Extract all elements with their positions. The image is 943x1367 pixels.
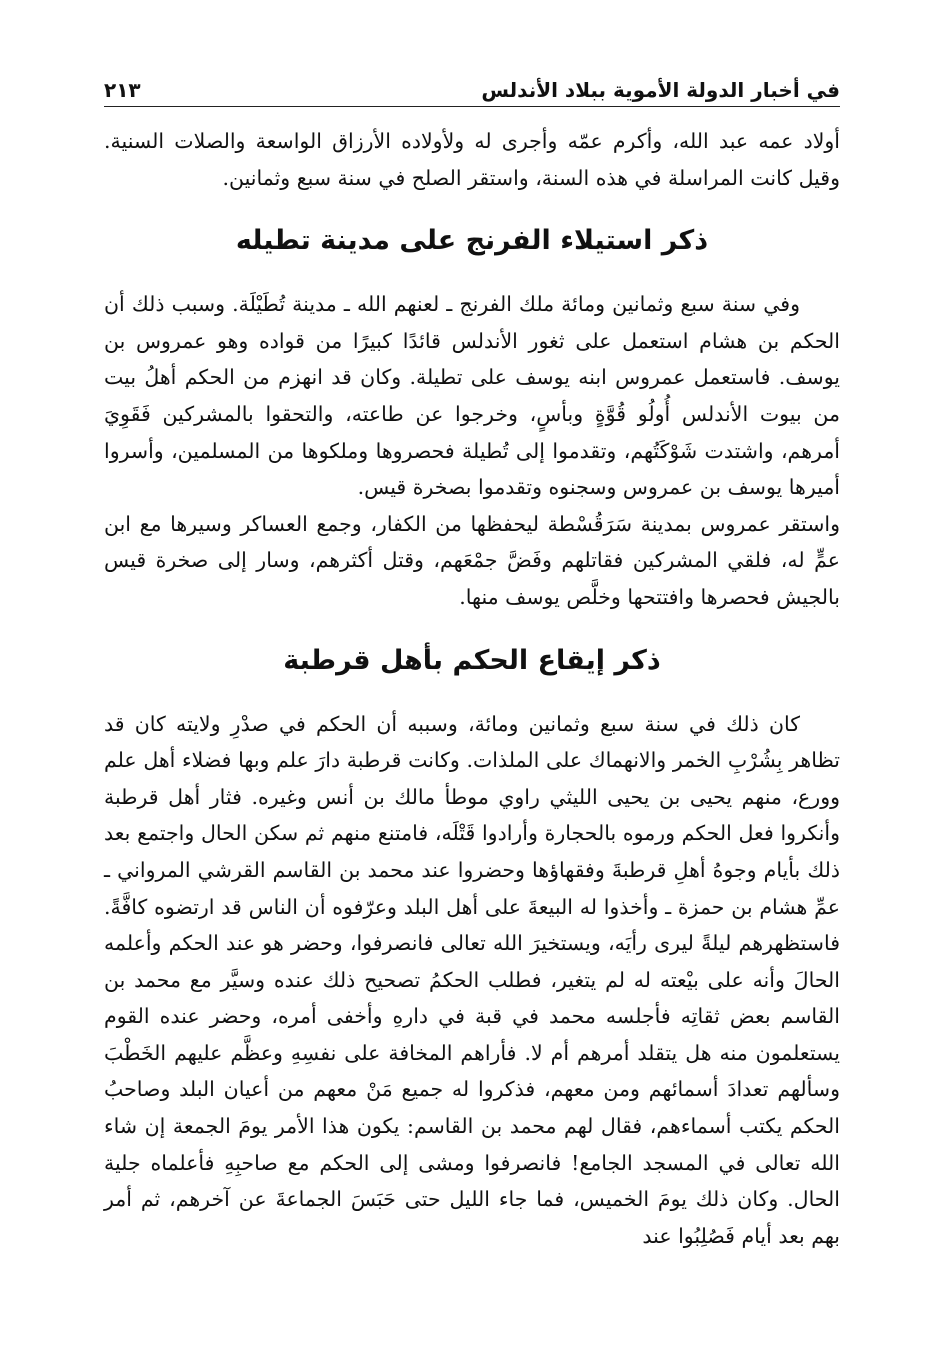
page-header — [104, 62, 840, 107]
book-page — [104, 62, 840, 1254]
paragraph-tudela-2: واستقر عمروس بمدينة سَرَقُسْطة ليحفظها من الكفار، وجمع العساكر وسيرها مع ابن عمٍّ له، فلقي المشركين فقاتلهم وفَضَّ جمْعَهم، وقتل أكثرهم، وسار إلى صخرة قيس بالجيش فحصرها وافتتحها وخلَّص يوسف منها. — [104, 511, 840, 609]
intro-paragraph: أولاد عمه عبد الله، وأكرم عمّه وأجرى له ولأولاده الأرزاق الواسعة والصلات السنية. وقيل كانت المراسلة في هذه السنة، واستقر الصلح في سنة سبع وثمانين. — [104, 129, 840, 190]
section-heading-cordoba: ذكر إيقاع الحكم بأهل قرطبة — [283, 644, 661, 676]
paragraph-cordoba-1: كان ذلك في سنة سبع وثمانين ومائة، وسببه أن الحكم في صدْرِ ولايته كان قد تظاهر بِشُرْبِ الخمر والانهماك على الملذات. وكانت قرطبة دارَ علم وبها فضلاء أهل علم وورع، منهم يحيى بن يحيى الليثي راوي موطأ مالك بن أنس وغيره. فثار أهل قرطبة وأنكروا فعل الحكم ورموه بالحجارة وأرادوا قَتْلَه، فامتنع منهم ثم سكن الحال واجتمع بعد ذلك بأيام وجوهُ أهلِ قرطبةَ وفقهاؤها وحضروا عند محمد بن القاسم القرشي المرواني ـ عمِّ هشام بن حمزة ـ وأخذوا له البيعةَ على أهل البلد وعرّفوه أن الناس قد ارتضوه كافَّةً. فاستظهرهم ليلةً ليرى رأيَه، ويستخيرَ الله تعالى فانصرفوا، وحضر هو عند الحكم وأعلمه الحالَ وأنه على بيْعته له لم يتغير، فطلب الحكمُ تصحيح ذلك عنده وسيَّر مع محمد بن القاسم بعض ثقاتِه فأجلسه محمد في قبة في دارهِ وأخفى أمره، وحضر عنده القوم يستعلمون منه هل يتقلد أمرهم أم لا. فأراهم المخافة على نفسِهِ وعظَّم عليهم الخَطْبَ وسألهم تعدادَ أسمائهم ومن معهم، فذكروا له جميع مَنْ معهم من أعيان البلد وصاحبُ الحكم يكتب أسماءهم، فقال لهم محمد بن القاسم: يكون هذا الأمر يومَ الجمعة إن شاء الله تعالى في المسجد الجامع! فانصرفوا ومشى إلى الحكم مع صاحبِهِ فأعلماه جلية الحال. وكان ذلك يومَ الخميس، فما جاء الليل حتى حَبَسَ الجماعةَ عن آخرهم، ثم أمر بهم بعد أيام فَصُلِبُوا عند — [104, 711, 840, 1248]
paragraph-tudela-1: وفي سنة سبع وثمانين ومائة ملك الفرنج ـ لعنهم الله ـ مدينة تُطَيْلَة. وسبب ذلك أن الحكم بن هشام استعمل على ثغور الأندلس قائدًا كبيرًا من قواده وهو عمروس بن يوسف. فاستعمل عمروس ابنه يوسف على تطيلة. وكان قد انهزم من الحكم أهلُ بيت من بيوت الأندلس أُولُو قُوَّةٍ وبأسٍ، وخرجوا عن طاعته، والتحقوا بالمشركين فَقَوِيَ أمرهم، واشتدت شَوْكَتُهم، وتقدموا إلى تُطيلة فحصروها وملكوها من المسلمين، وأسروا أميرها يوسف بن عمروس وسجنوه وتقدموا بصخرة قيس. — [104, 292, 840, 500]
page-number: ٢١٣ — [104, 78, 141, 102]
section-heading-tudela: ذكر استيلاء الفرنج على مدينة تطيله — [235, 225, 709, 257]
running-title: في أخبار الدولة الأموية ببلاد الأندلس — [481, 78, 840, 102]
